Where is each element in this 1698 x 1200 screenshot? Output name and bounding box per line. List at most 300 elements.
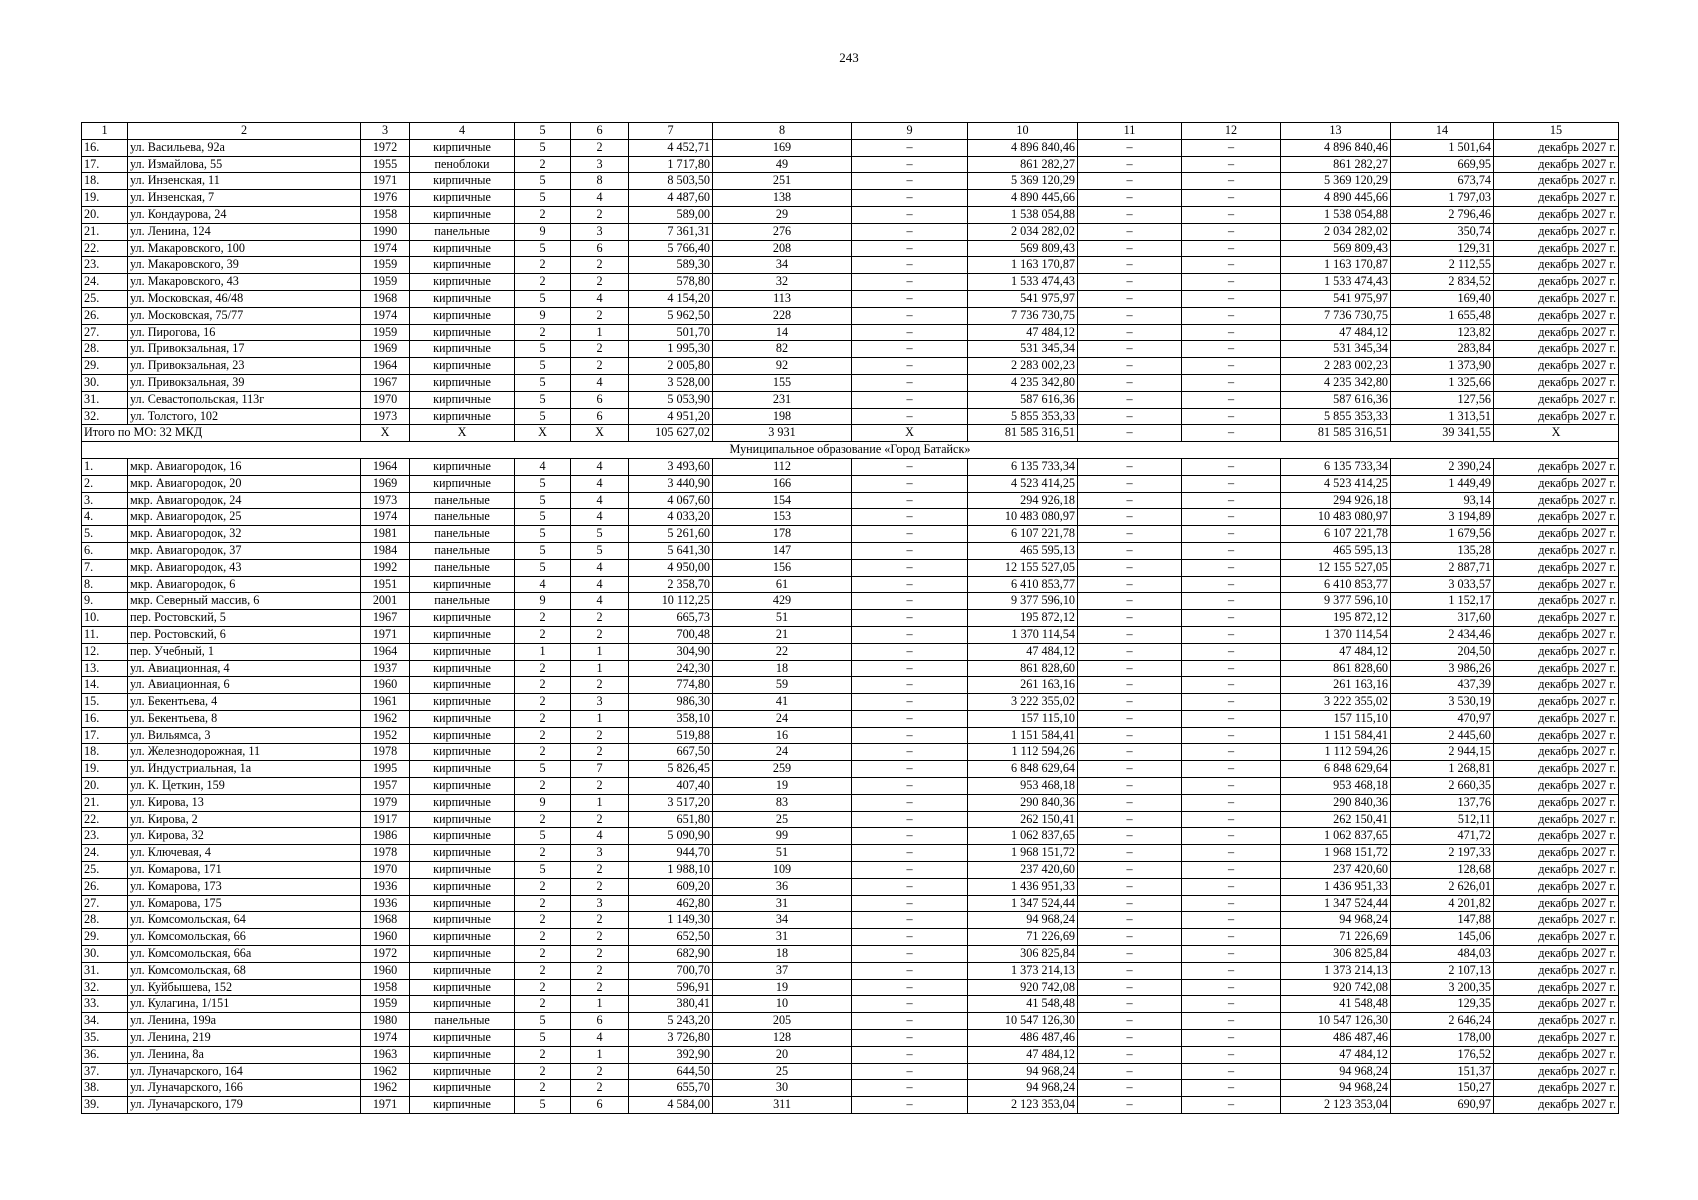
total-area: 944,70 (629, 845, 713, 862)
cost-per-m2: 150,27 (1391, 1080, 1494, 1097)
total-area: 304,90 (629, 643, 713, 660)
wall-material: кирпичные (410, 206, 515, 223)
cost-per-m2: 2 390,24 (1391, 458, 1494, 475)
row-number: 30. (82, 374, 128, 391)
total-col-11: – (1078, 425, 1182, 442)
col-9: – (852, 206, 968, 223)
wall-material: кирпичные (410, 374, 515, 391)
address: ул. Комсомольская, 66 (128, 929, 361, 946)
cost-fund: 5 369 120,29 (1281, 173, 1391, 190)
year-built: 1936 (361, 895, 410, 912)
cost-total: 541 975,97 (968, 290, 1078, 307)
cost-per-m2: 3 530,19 (1391, 694, 1494, 711)
col-12: – (1182, 475, 1281, 492)
cost-total: 5 855 353,33 (968, 408, 1078, 425)
cost-total: 12 155 527,05 (968, 559, 1078, 576)
table-row (82, 878, 1619, 895)
cost-per-m2: 283,84 (1391, 341, 1494, 358)
cost-fund: 5 855 353,33 (1281, 408, 1391, 425)
wall-material: кирпичные (410, 660, 515, 677)
total-area: 4 487,60 (629, 190, 713, 207)
deadline: декабрь 2027 г. (1494, 341, 1619, 358)
floors: 5 (515, 526, 571, 543)
floors: 5 (515, 542, 571, 559)
cost-per-m2: 690,97 (1391, 1097, 1494, 1114)
cost-fund: 2 034 282,02 (1281, 223, 1391, 240)
column-header-15: 15 (1494, 123, 1619, 140)
residents: 208 (713, 240, 852, 257)
total-area: 5 053,90 (629, 391, 713, 408)
col-11: – (1078, 240, 1182, 257)
table-row (82, 761, 1619, 778)
row-number: 18. (82, 173, 128, 190)
total-area: 986,30 (629, 694, 713, 711)
year-built: 1968 (361, 912, 410, 929)
row-number: 20. (82, 778, 128, 795)
floors: 2 (515, 912, 571, 929)
total-year-built: Х (361, 425, 410, 442)
entrances: 2 (571, 1063, 629, 1080)
table-row (82, 845, 1619, 862)
row-number: 16. (82, 710, 128, 727)
cost-fund: 1 538 054,88 (1281, 206, 1391, 223)
floors: 2 (515, 156, 571, 173)
deadline: декабрь 2027 г. (1494, 677, 1619, 694)
col-12: – (1182, 274, 1281, 291)
column-header-9: 9 (852, 123, 968, 140)
residents: 18 (713, 946, 852, 963)
col-11: – (1078, 744, 1182, 761)
residents: 178 (713, 526, 852, 543)
wall-material: кирпичные (410, 610, 515, 627)
cost-total: 3 222 355,02 (968, 694, 1078, 711)
deadline: декабрь 2027 г. (1494, 660, 1619, 677)
table-row (82, 1097, 1619, 1114)
table-row (82, 643, 1619, 660)
total-area: 392,90 (629, 1046, 713, 1063)
year-built: 1961 (361, 694, 410, 711)
cost-total: 861 282,27 (968, 156, 1078, 173)
year-built: 1970 (361, 862, 410, 879)
col-12: – (1182, 643, 1281, 660)
cost-fund: 4 235 342,80 (1281, 374, 1391, 391)
col-12: – (1182, 811, 1281, 828)
table-row (82, 1080, 1619, 1097)
deadline: декабрь 2027 г. (1494, 190, 1619, 207)
table-row (82, 492, 1619, 509)
col-9: – (852, 643, 968, 660)
year-built: 1964 (361, 358, 410, 375)
col-12: – (1182, 492, 1281, 509)
floors: 2 (515, 778, 571, 795)
year-built: 1978 (361, 845, 410, 862)
cost-fund: 262 150,41 (1281, 811, 1391, 828)
total-area: 4 033,20 (629, 509, 713, 526)
cost-fund: 541 975,97 (1281, 290, 1391, 307)
entrances: 6 (571, 391, 629, 408)
wall-material: панельные (410, 593, 515, 610)
cost-per-m2: 3 033,57 (1391, 576, 1494, 593)
cost-total: 6 848 629,64 (968, 761, 1078, 778)
floors: 2 (515, 206, 571, 223)
cost-fund: 861 282,27 (1281, 156, 1391, 173)
wall-material: пеноблоки (410, 156, 515, 173)
deadline: декабрь 2027 г. (1494, 139, 1619, 156)
wall-material: кирпичные (410, 979, 515, 996)
cost-total: 47 484,12 (968, 643, 1078, 660)
col-12: – (1182, 190, 1281, 207)
total-area: 3 493,60 (629, 458, 713, 475)
deadline: декабрь 2027 г. (1494, 593, 1619, 610)
column-header-14: 14 (1391, 123, 1494, 140)
row-number: 23. (82, 828, 128, 845)
total-total-area: 105 627,02 (629, 425, 713, 442)
row-number: 5. (82, 526, 128, 543)
deadline: декабрь 2027 г. (1494, 358, 1619, 375)
address: мкр. Авиагородок, 32 (128, 526, 361, 543)
cost-per-m2: 1 679,56 (1391, 526, 1494, 543)
cost-fund: 920 742,08 (1281, 979, 1391, 996)
col-12: – (1182, 778, 1281, 795)
deadline: декабрь 2027 г. (1494, 156, 1619, 173)
col-11: – (1078, 341, 1182, 358)
cost-total: 531 345,34 (968, 341, 1078, 358)
residents: 99 (713, 828, 852, 845)
row-number: 16. (82, 139, 128, 156)
total-area: 578,80 (629, 274, 713, 291)
table-row (82, 1063, 1619, 1080)
entrances: 2 (571, 878, 629, 895)
cost-per-m2: 1 313,51 (1391, 408, 1494, 425)
col-11: – (1078, 677, 1182, 694)
cost-per-m2: 2 646,24 (1391, 1013, 1494, 1030)
floors: 2 (515, 962, 571, 979)
table-row (82, 526, 1619, 543)
col-9: – (852, 1097, 968, 1114)
total-area: 589,00 (629, 206, 713, 223)
floors: 2 (515, 946, 571, 963)
col-11: – (1078, 374, 1182, 391)
cost-fund: 47 484,12 (1281, 643, 1391, 660)
deadline: декабрь 2027 г. (1494, 694, 1619, 711)
col-11: – (1078, 509, 1182, 526)
cost-fund: 4 890 445,66 (1281, 190, 1391, 207)
floors: 5 (515, 374, 571, 391)
deadline: декабрь 2027 г. (1494, 761, 1619, 778)
row-number: 6. (82, 542, 128, 559)
entrances: 1 (571, 996, 629, 1013)
col-9: – (852, 257, 968, 274)
floors: 5 (515, 290, 571, 307)
cost-total: 6 107 221,78 (968, 526, 1078, 543)
cost-total: 195 872,12 (968, 610, 1078, 627)
residents: 31 (713, 895, 852, 912)
entrances: 3 (571, 895, 629, 912)
total-area: 609,20 (629, 878, 713, 895)
cost-per-m2: 673,74 (1391, 173, 1494, 190)
entrances: 2 (571, 257, 629, 274)
address: ул. Индустриальная, 1а (128, 761, 361, 778)
col-11: – (1078, 1080, 1182, 1097)
address: мкр. Авиагородок, 25 (128, 509, 361, 526)
col-12: – (1182, 794, 1281, 811)
year-built: 1969 (361, 341, 410, 358)
floors: 5 (515, 408, 571, 425)
cost-fund: 306 825,84 (1281, 946, 1391, 963)
cost-per-m2: 127,56 (1391, 391, 1494, 408)
row-number: 22. (82, 240, 128, 257)
row-number: 27. (82, 324, 128, 341)
residents: 113 (713, 290, 852, 307)
cost-fund: 94 968,24 (1281, 912, 1391, 929)
col-11: – (1078, 962, 1182, 979)
col-11: – (1078, 492, 1182, 509)
col-11: – (1078, 811, 1182, 828)
col-12: – (1182, 962, 1281, 979)
wall-material: кирпичные (410, 643, 515, 660)
col-11: – (1078, 845, 1182, 862)
cost-per-m2: 317,60 (1391, 610, 1494, 627)
total-row (82, 425, 1619, 442)
entrances: 2 (571, 962, 629, 979)
col-9: – (852, 156, 968, 173)
col-9: – (852, 811, 968, 828)
col-11: – (1078, 895, 1182, 912)
residents: 25 (713, 1063, 852, 1080)
col-12: – (1182, 912, 1281, 929)
wall-material: кирпичные (410, 358, 515, 375)
cost-per-m2: 1 268,81 (1391, 761, 1494, 778)
table-row (82, 206, 1619, 223)
column-header-11: 11 (1078, 123, 1182, 140)
total-area: 4 067,60 (629, 492, 713, 509)
col-12: – (1182, 626, 1281, 643)
col-12: – (1182, 526, 1281, 543)
cost-total: 261 163,16 (968, 677, 1078, 694)
year-built: 1959 (361, 324, 410, 341)
col-9: – (852, 240, 968, 257)
total-area: 3 726,80 (629, 1030, 713, 1047)
cost-total: 6 410 853,77 (968, 576, 1078, 593)
entrances: 6 (571, 1013, 629, 1030)
cost-per-m2: 2 887,71 (1391, 559, 1494, 576)
total-area: 380,41 (629, 996, 713, 1013)
address: ул. Ленина, 8а (128, 1046, 361, 1063)
cost-fund: 569 809,43 (1281, 240, 1391, 257)
residents: 20 (713, 1046, 852, 1063)
residents: 198 (713, 408, 852, 425)
cost-total: 6 135 733,34 (968, 458, 1078, 475)
cost-per-m2: 1 501,64 (1391, 139, 1494, 156)
col-9: – (852, 660, 968, 677)
col-11: – (1078, 610, 1182, 627)
deadline: декабрь 2027 г. (1494, 391, 1619, 408)
cost-total: 10 547 126,30 (968, 1013, 1078, 1030)
cost-total: 94 968,24 (968, 1080, 1078, 1097)
row-number: 24. (82, 274, 128, 291)
cost-per-m2: 2 112,55 (1391, 257, 1494, 274)
cost-total: 569 809,43 (968, 240, 1078, 257)
deadline: декабрь 2027 г. (1494, 727, 1619, 744)
table-row (82, 1030, 1619, 1047)
cost-per-m2: 3 200,35 (1391, 979, 1494, 996)
deadline: декабрь 2027 г. (1494, 458, 1619, 475)
table-row (82, 794, 1619, 811)
row-number: 32. (82, 408, 128, 425)
col-11: – (1078, 1063, 1182, 1080)
col-11: – (1078, 475, 1182, 492)
deadline: декабрь 2027 г. (1494, 408, 1619, 425)
table-row (82, 778, 1619, 795)
total-area: 4 452,71 (629, 139, 713, 156)
floors: 2 (515, 610, 571, 627)
column-header-13: 13 (1281, 123, 1391, 140)
cost-per-m2: 2 660,35 (1391, 778, 1494, 795)
cost-per-m2: 2 107,13 (1391, 962, 1494, 979)
cost-fund: 1 163 170,87 (1281, 257, 1391, 274)
col-11: – (1078, 290, 1182, 307)
residents: 138 (713, 190, 852, 207)
total-area: 5 261,60 (629, 526, 713, 543)
total-area: 2 358,70 (629, 576, 713, 593)
wall-material: кирпичные (410, 341, 515, 358)
col-9: – (852, 593, 968, 610)
floors: 2 (515, 274, 571, 291)
residents: 41 (713, 694, 852, 711)
total-area: 242,30 (629, 660, 713, 677)
col-12: – (1182, 878, 1281, 895)
wall-material: кирпичные (410, 677, 515, 694)
residents: 34 (713, 912, 852, 929)
floors: 5 (515, 1013, 571, 1030)
entrances: 4 (571, 509, 629, 526)
col-11: – (1078, 878, 1182, 895)
table-row (82, 374, 1619, 391)
col-9: – (852, 1046, 968, 1063)
col-12: – (1182, 173, 1281, 190)
residents: 205 (713, 1013, 852, 1030)
col-9: – (852, 778, 968, 795)
table-row (82, 862, 1619, 879)
floors: 4 (515, 576, 571, 593)
entrances: 4 (571, 190, 629, 207)
wall-material: кирпичные (410, 794, 515, 811)
table-row (82, 290, 1619, 307)
row-number: 7. (82, 559, 128, 576)
address: ул. Макаровского, 39 (128, 257, 361, 274)
row-number: 12. (82, 643, 128, 660)
cost-total: 4 896 840,46 (968, 139, 1078, 156)
deadline: декабрь 2027 г. (1494, 794, 1619, 811)
table-row (82, 358, 1619, 375)
residents: 169 (713, 139, 852, 156)
deadline: декабрь 2027 г. (1494, 576, 1619, 593)
cost-fund: 465 595,13 (1281, 542, 1391, 559)
floors: 2 (515, 845, 571, 862)
row-number: 13. (82, 660, 128, 677)
deadline: декабрь 2027 г. (1494, 1063, 1619, 1080)
table-row (82, 559, 1619, 576)
floors: 5 (515, 173, 571, 190)
cost-fund: 9 377 596,10 (1281, 593, 1391, 610)
residents: 429 (713, 593, 852, 610)
residents: 25 (713, 811, 852, 828)
entrances: 4 (571, 374, 629, 391)
residents: 59 (713, 677, 852, 694)
col-12: – (1182, 1080, 1281, 1097)
entrances: 2 (571, 946, 629, 963)
cost-per-m2: 2 834,52 (1391, 274, 1494, 291)
cost-per-m2: 137,76 (1391, 794, 1494, 811)
floors: 2 (515, 694, 571, 711)
cost-fund: 261 163,16 (1281, 677, 1391, 694)
wall-material: кирпичные (410, 962, 515, 979)
col-11: – (1078, 912, 1182, 929)
col-12: – (1182, 660, 1281, 677)
table-row (82, 408, 1619, 425)
cost-fund: 237 420,60 (1281, 862, 1391, 879)
entrances: 1 (571, 660, 629, 677)
floors: 5 (515, 240, 571, 257)
cost-per-m2: 169,40 (1391, 290, 1494, 307)
year-built: 1971 (361, 1097, 410, 1114)
residents: 51 (713, 610, 852, 627)
row-number: 32. (82, 979, 128, 996)
total-area: 5 962,50 (629, 307, 713, 324)
col-9: – (852, 694, 968, 711)
table-row (82, 979, 1619, 996)
year-built: 1972 (361, 139, 410, 156)
cost-fund: 157 115,10 (1281, 710, 1391, 727)
cost-fund: 6 107 221,78 (1281, 526, 1391, 543)
col-9: – (852, 878, 968, 895)
floors: 9 (515, 794, 571, 811)
year-built: 1969 (361, 475, 410, 492)
wall-material: кирпичные (410, 778, 515, 795)
col-12: – (1182, 845, 1281, 862)
entrances: 8 (571, 173, 629, 190)
address: ул. Севастопольская, 113г (128, 391, 361, 408)
cost-total: 1 436 951,33 (968, 878, 1078, 895)
column-header-4: 4 (410, 123, 515, 140)
entrances: 1 (571, 1046, 629, 1063)
col-9: – (852, 610, 968, 627)
residents: 32 (713, 274, 852, 291)
deadline: декабрь 2027 г. (1494, 828, 1619, 845)
year-built: 1964 (361, 458, 410, 475)
cost-total: 262 150,41 (968, 811, 1078, 828)
cost-fund: 953 468,18 (1281, 778, 1391, 795)
cost-fund: 10 547 126,30 (1281, 1013, 1391, 1030)
page-number: 243 (839, 50, 859, 65)
year-built: 1952 (361, 727, 410, 744)
floors: 2 (515, 878, 571, 895)
residents: 21 (713, 626, 852, 643)
deadline: декабрь 2027 г. (1494, 929, 1619, 946)
total-area: 596,91 (629, 979, 713, 996)
year-built: 1980 (361, 1013, 410, 1030)
wall-material: кирпичные (410, 240, 515, 257)
col-9: – (852, 1080, 968, 1097)
col-12: – (1182, 744, 1281, 761)
col-11: – (1078, 643, 1182, 660)
year-built: 1962 (361, 1063, 410, 1080)
col-11: – (1078, 408, 1182, 425)
row-number: 24. (82, 845, 128, 862)
year-built: 1972 (361, 946, 410, 963)
floors: 2 (515, 1080, 571, 1097)
total-area: 3 517,20 (629, 794, 713, 811)
